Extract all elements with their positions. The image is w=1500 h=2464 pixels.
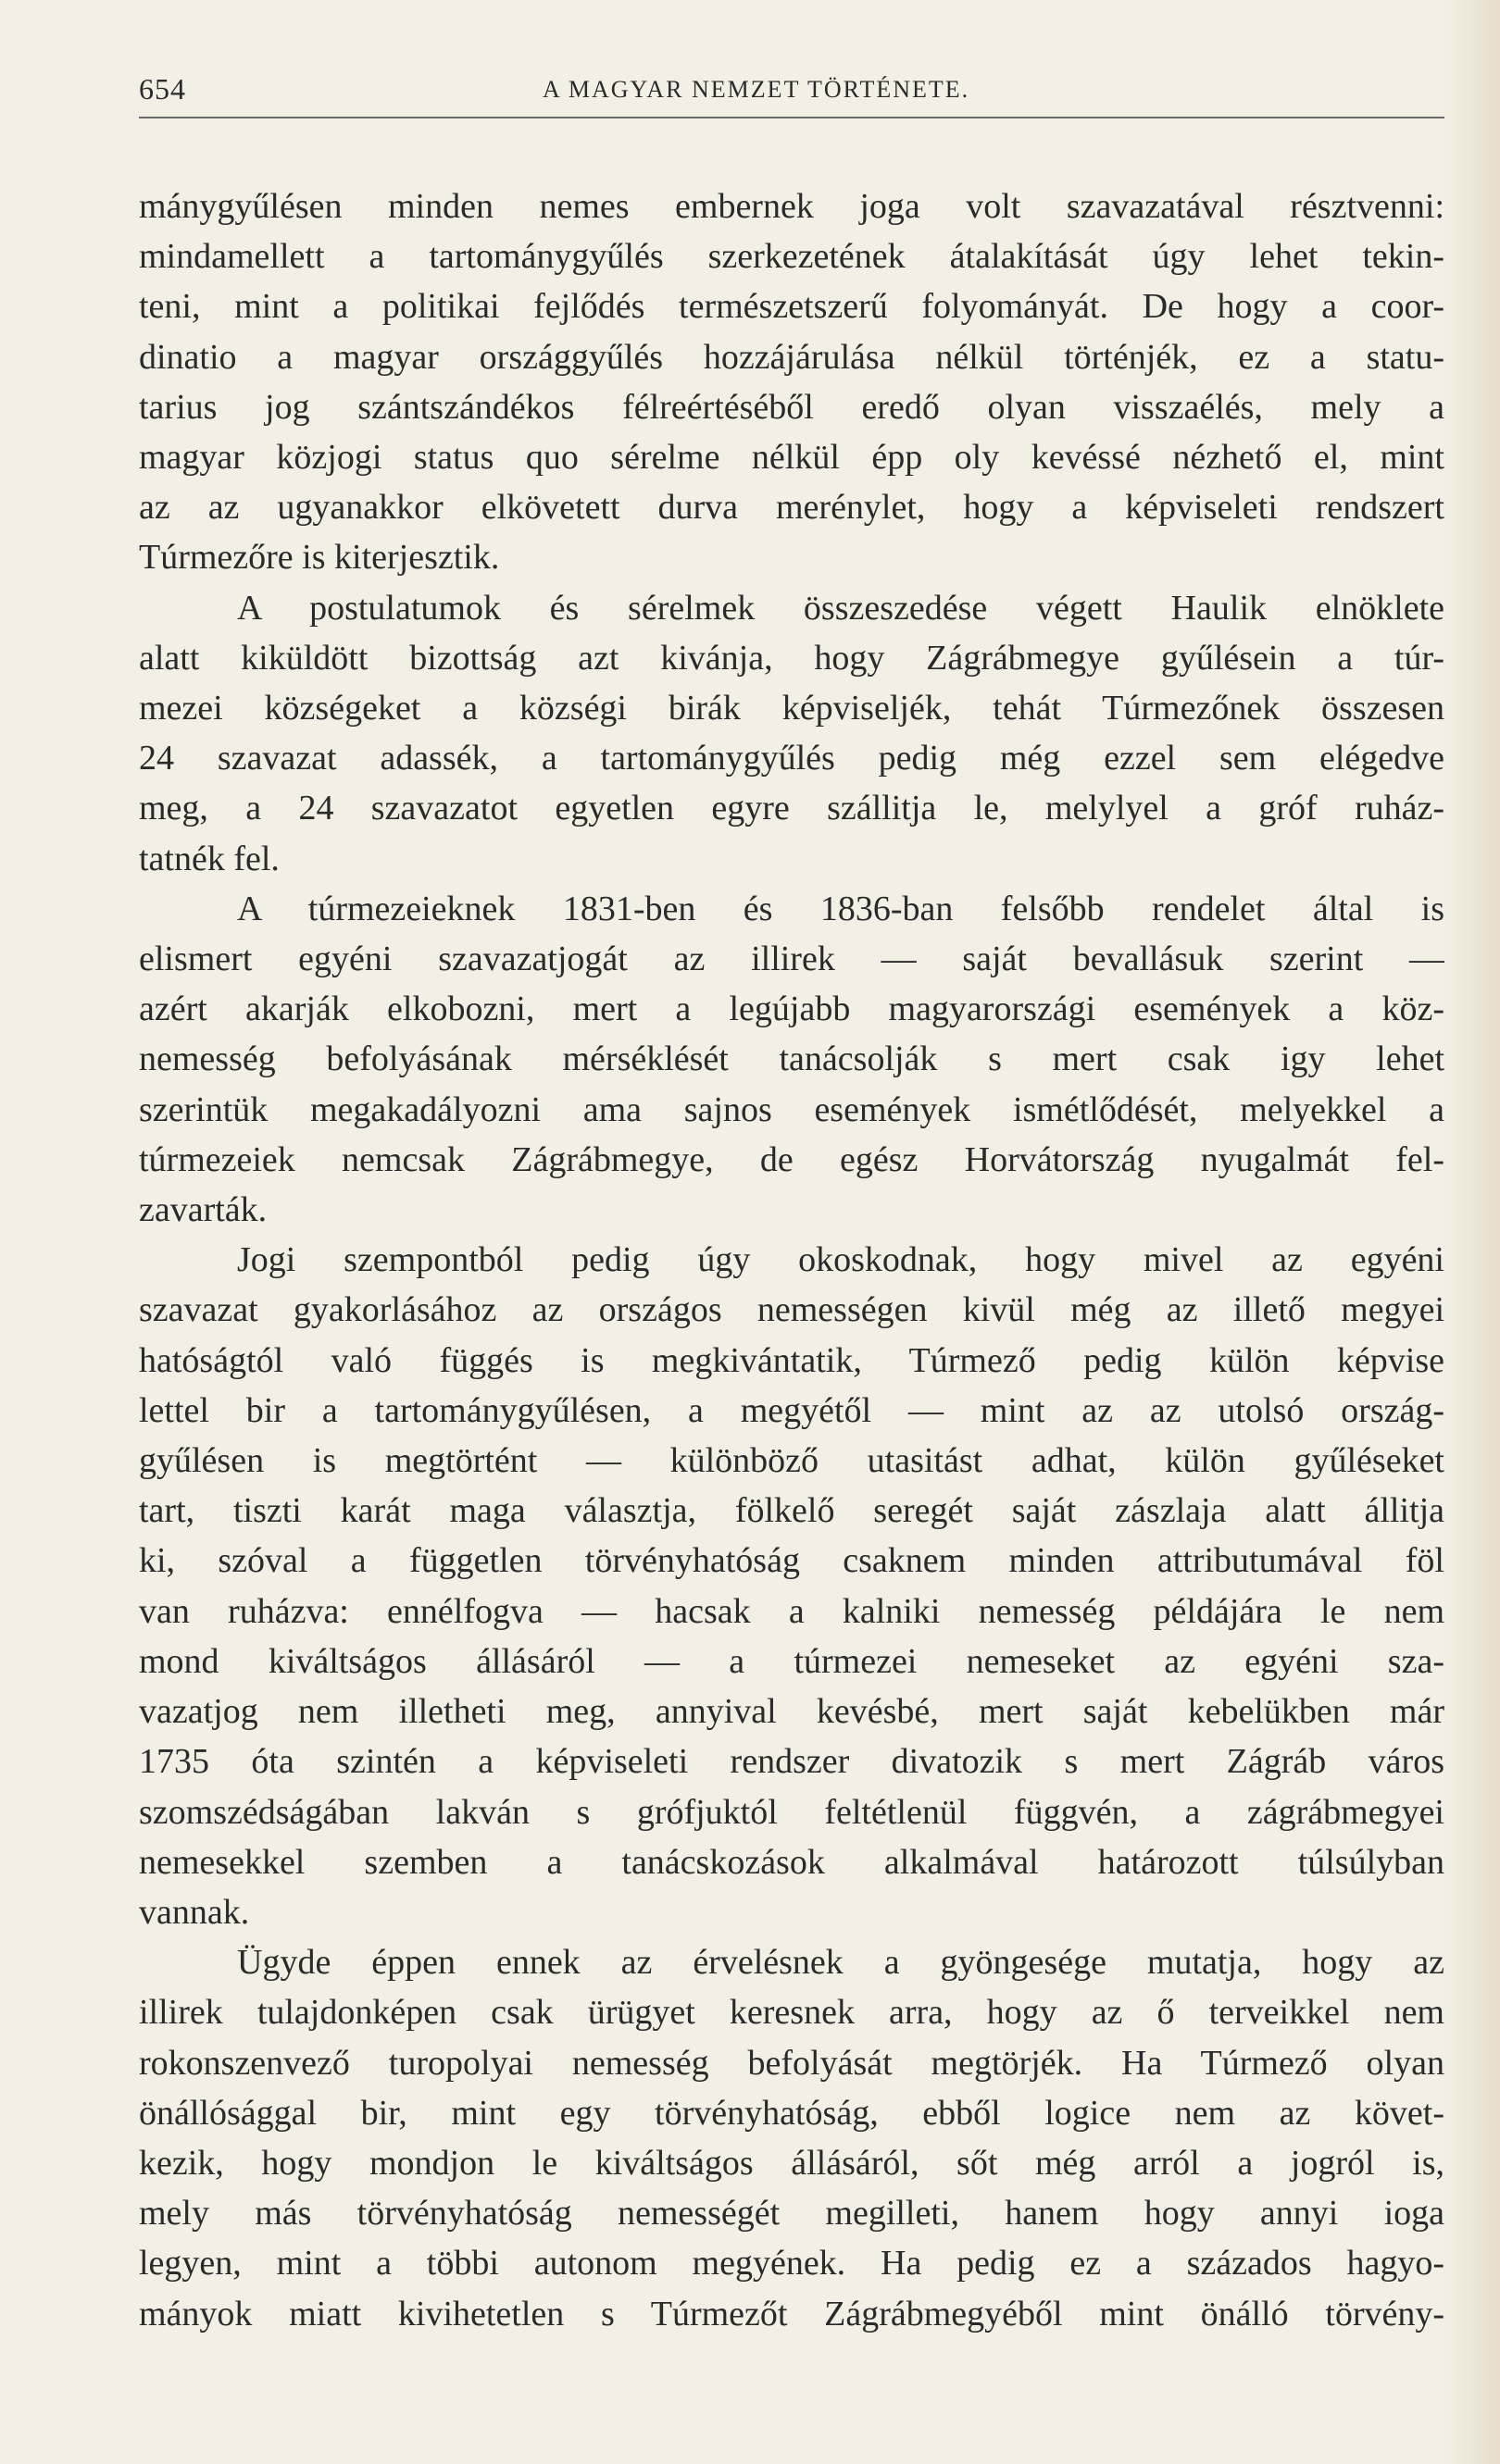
text-line: gyűlésen is megtörtént — különböző utasitást adhat, külön gyűléseket <box>139 1441 1444 1481</box>
text-line: vannak. <box>139 1892 250 1932</box>
text-line: alatt kiküldött bizottság azt kivánja, hogy Zágrábmegye gyűlésein a túr- <box>139 638 1444 678</box>
text-line: mond kiváltságos állásáról — a túrmezei nemeseket az egyéni sza- <box>139 1641 1444 1681</box>
text-line: azért akarják elkobozni, mert a legújabb magyarországi események a köz- <box>139 989 1444 1029</box>
text-line: Ügyde éppen ennek az érvelésnek a gyöngesége mutatja, hogy az <box>237 1943 1444 1983</box>
text-line: 1735 óta szintén a képviseleti rendszer divatozik s mert Zágráb város <box>139 1742 1444 1782</box>
text-line: mezei községeket a községi birák képviseljék, tehát Túrmezőnek összesen <box>139 689 1444 728</box>
text-line: kezik, hogy mondjon le kiváltságos állásáról, sőt még arról a jogról is, <box>139 2143 1444 2183</box>
text-line: tarius jog szántszándékos félreértéséből eredő olyan visszaélés, mely a <box>139 387 1444 427</box>
text-line: dinatio a magyar országgyűlés hozzájárulása nélkül történjék, ez a statu- <box>139 337 1444 377</box>
text-line: az az ugyanakkor elkövetett durva merénylet, hogy a képviseleti rendszert <box>139 488 1444 528</box>
text-line: önállósággal bir, mint egy törvényhatóság, ebből logice nem az követ- <box>139 2093 1444 2133</box>
text-line: legyen, mint a többi autonom megyének. Ha pedig ez a százados hagyo- <box>139 2244 1444 2284</box>
running-head <box>139 72 1444 118</box>
text-line: nemesség befolyásának mérséklését tanácsolják s mert csak igy lehet <box>139 1039 1444 1079</box>
text-line: hatóságtól való függés is megkivántatik, Túrmező pedig külön képvise <box>139 1340 1444 1380</box>
page-edge-shadow <box>1444 0 1500 2464</box>
text-line: ki, szóval a független törvényhatóság csaknem minden attributumával föl <box>139 1541 1444 1581</box>
text-line: mely más törvényhatóság nemességét megilleti, hanem hogy annyi ioga <box>139 2194 1444 2234</box>
page-number: 654 <box>139 72 186 106</box>
text-line: szomszédságában lakván s grófjuktól feltétlenül függvén, a zágrábmegyei <box>139 1792 1444 1832</box>
text-line: meg, a 24 szavazatot egyetlen egyre szállitja le, melylyel a gróf ruház- <box>139 789 1444 828</box>
text-line: 24 szavazat adassék, a tartománygyűlés pedig még ezzel sem elégedve <box>139 739 1444 778</box>
text-line: mindamellett a tartománygyűlés szerkezetének átalakítását úgy lehet tekin- <box>139 237 1444 277</box>
text-line: mánygyűlésen minden nemes embernek joga volt szavazatával résztvenni: <box>139 187 1444 226</box>
text-line: tart, tiszti karát maga választja, fölkelő seregét saját zászlaja alatt állitja <box>139 1491 1444 1531</box>
text-line: tatnék fel. <box>139 839 280 878</box>
text-line: elismert egyéni szavazatjogát az illirek — saját bevallásuk szerint — <box>139 940 1444 979</box>
text-line: van ruházva: ennélfogva — hacsak a kalniki nemesség példájára le nem <box>139 1591 1444 1631</box>
text-line: lettel bir a tartománygyűlésen, a megyétől — mint az az utolsó ország- <box>139 1390 1444 1430</box>
text-line: nemesekkel szemben a tanácskozások alkalmával határozott túlsúlyban <box>139 1842 1444 1882</box>
text-line: teni, mint a politikai fejlődés természetszerű folyományát. De hogy a coor- <box>139 287 1444 327</box>
text-line: vazatjog nem illetheti meg, annyival kevésbé, mert saját kebelükben már <box>139 1692 1444 1732</box>
text-line: Túrmezőre is kiterjesztik. <box>139 538 500 578</box>
running-title: A MAGYAR NEMZET TÖRTÉNETE. <box>543 76 970 103</box>
text-line: zavarták. <box>139 1190 268 1230</box>
body-text <box>139 181 1444 2339</box>
text-line: magyar közjogi status quo sérelme nélkül épp oly kevéssé nézhető el, mint <box>139 438 1444 478</box>
text-line: túrmezeiek nemcsak Zágrábmegye, de egész Horvátország nyugalmát fel- <box>139 1139 1444 1179</box>
text-line: illirek tulajdonképen csak ürügyet keresnek arra, hogy az ő terveikkel nem <box>139 1993 1444 2033</box>
text-line: mányok miatt kivihetetlen s Túrmezőt Zágrábmegyéből mint önálló törvény- <box>139 2294 1444 2333</box>
text-line: A postulatumok és sérelmek összeszedése végett Haulik elnöklete <box>237 588 1444 628</box>
text-line: szavazat gyakorlásához az országos nemességen kivül még az illető megyei <box>139 1290 1444 1330</box>
text-line: Jogi szempontból pedig úgy okoskodnak, hogy mivel az egyéni <box>237 1240 1444 1280</box>
text-line: szerintük megakadályozni ama sajnos események ismétlődését, melyekkel a <box>139 1089 1444 1129</box>
text-line: A túrmezeieknek 1831-ben és 1836-ban felsőbb rendelet által is <box>237 889 1444 928</box>
text-line: rokonszenvező turopolyai nemesség befolyását megtörjék. Ha Túrmező olyan <box>139 2043 1444 2083</box>
